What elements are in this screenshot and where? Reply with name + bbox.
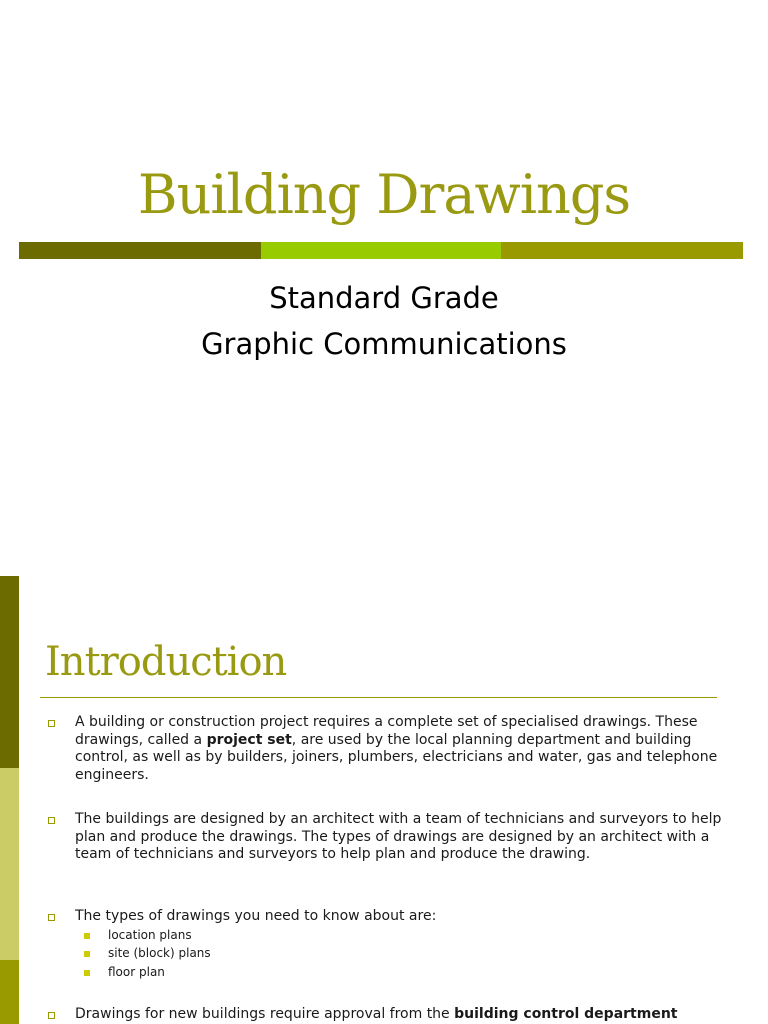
list-item: site (block) plans bbox=[108, 946, 211, 960]
bold-term: project set bbox=[206, 731, 292, 748]
sub-bullet-icon bbox=[84, 933, 90, 939]
text: Drawings for new buildings require approval from the bbox=[75, 1006, 455, 1022]
paragraph-drawing-types: The types of drawings you need to know about are: bbox=[75, 908, 437, 924]
intro-title: Introduction bbox=[45, 639, 287, 685]
list-item: floor plan bbox=[108, 965, 165, 979]
introduction-slide bbox=[0, 576, 768, 1024]
bullet-icon bbox=[48, 1012, 55, 1019]
paragraph-project-set bbox=[75, 714, 725, 784]
title-bar-segment-olive bbox=[501, 242, 743, 259]
sidebar-segment-olive bbox=[0, 960, 19, 1024]
text: , are used by the local planning department and building control, as well as by builders, joiners, plumbers, electricians and water, gas and telephone engineers. bbox=[75, 731, 718, 783]
bullet-icon bbox=[48, 817, 55, 824]
list-item: location plans bbox=[108, 928, 192, 942]
sub-bullet-icon bbox=[84, 951, 90, 957]
title-bar-segment-lime bbox=[261, 242, 501, 259]
paragraph-architect: The buildings are designed by an architect with a team of technicians and surveyors to help plan and produce the drawings. The types of drawings are designed by an architect with a team of technicians and surveyors to help plan and produce the drawing. bbox=[75, 811, 722, 862]
text: A building or construction project requires a complete set of specialised drawings. These drawings, called a bbox=[75, 714, 698, 748]
slide-title: Building Drawings bbox=[137, 163, 631, 226]
sidebar-segment-dark bbox=[0, 576, 19, 768]
title-divider bbox=[40, 697, 717, 698]
bullet-icon bbox=[48, 720, 55, 727]
paragraph-approval bbox=[75, 1006, 725, 1024]
subtitle-line-2: Graphic Communications bbox=[201, 327, 567, 361]
bullet-icon bbox=[48, 914, 55, 921]
subtitle-line-1: Standard Grade bbox=[269, 281, 499, 315]
title-bar-segment-dark bbox=[19, 242, 261, 259]
bold-term: building control department bbox=[454, 1006, 678, 1022]
sub-bullet-icon bbox=[84, 970, 90, 976]
sidebar-segment-light bbox=[0, 768, 19, 960]
